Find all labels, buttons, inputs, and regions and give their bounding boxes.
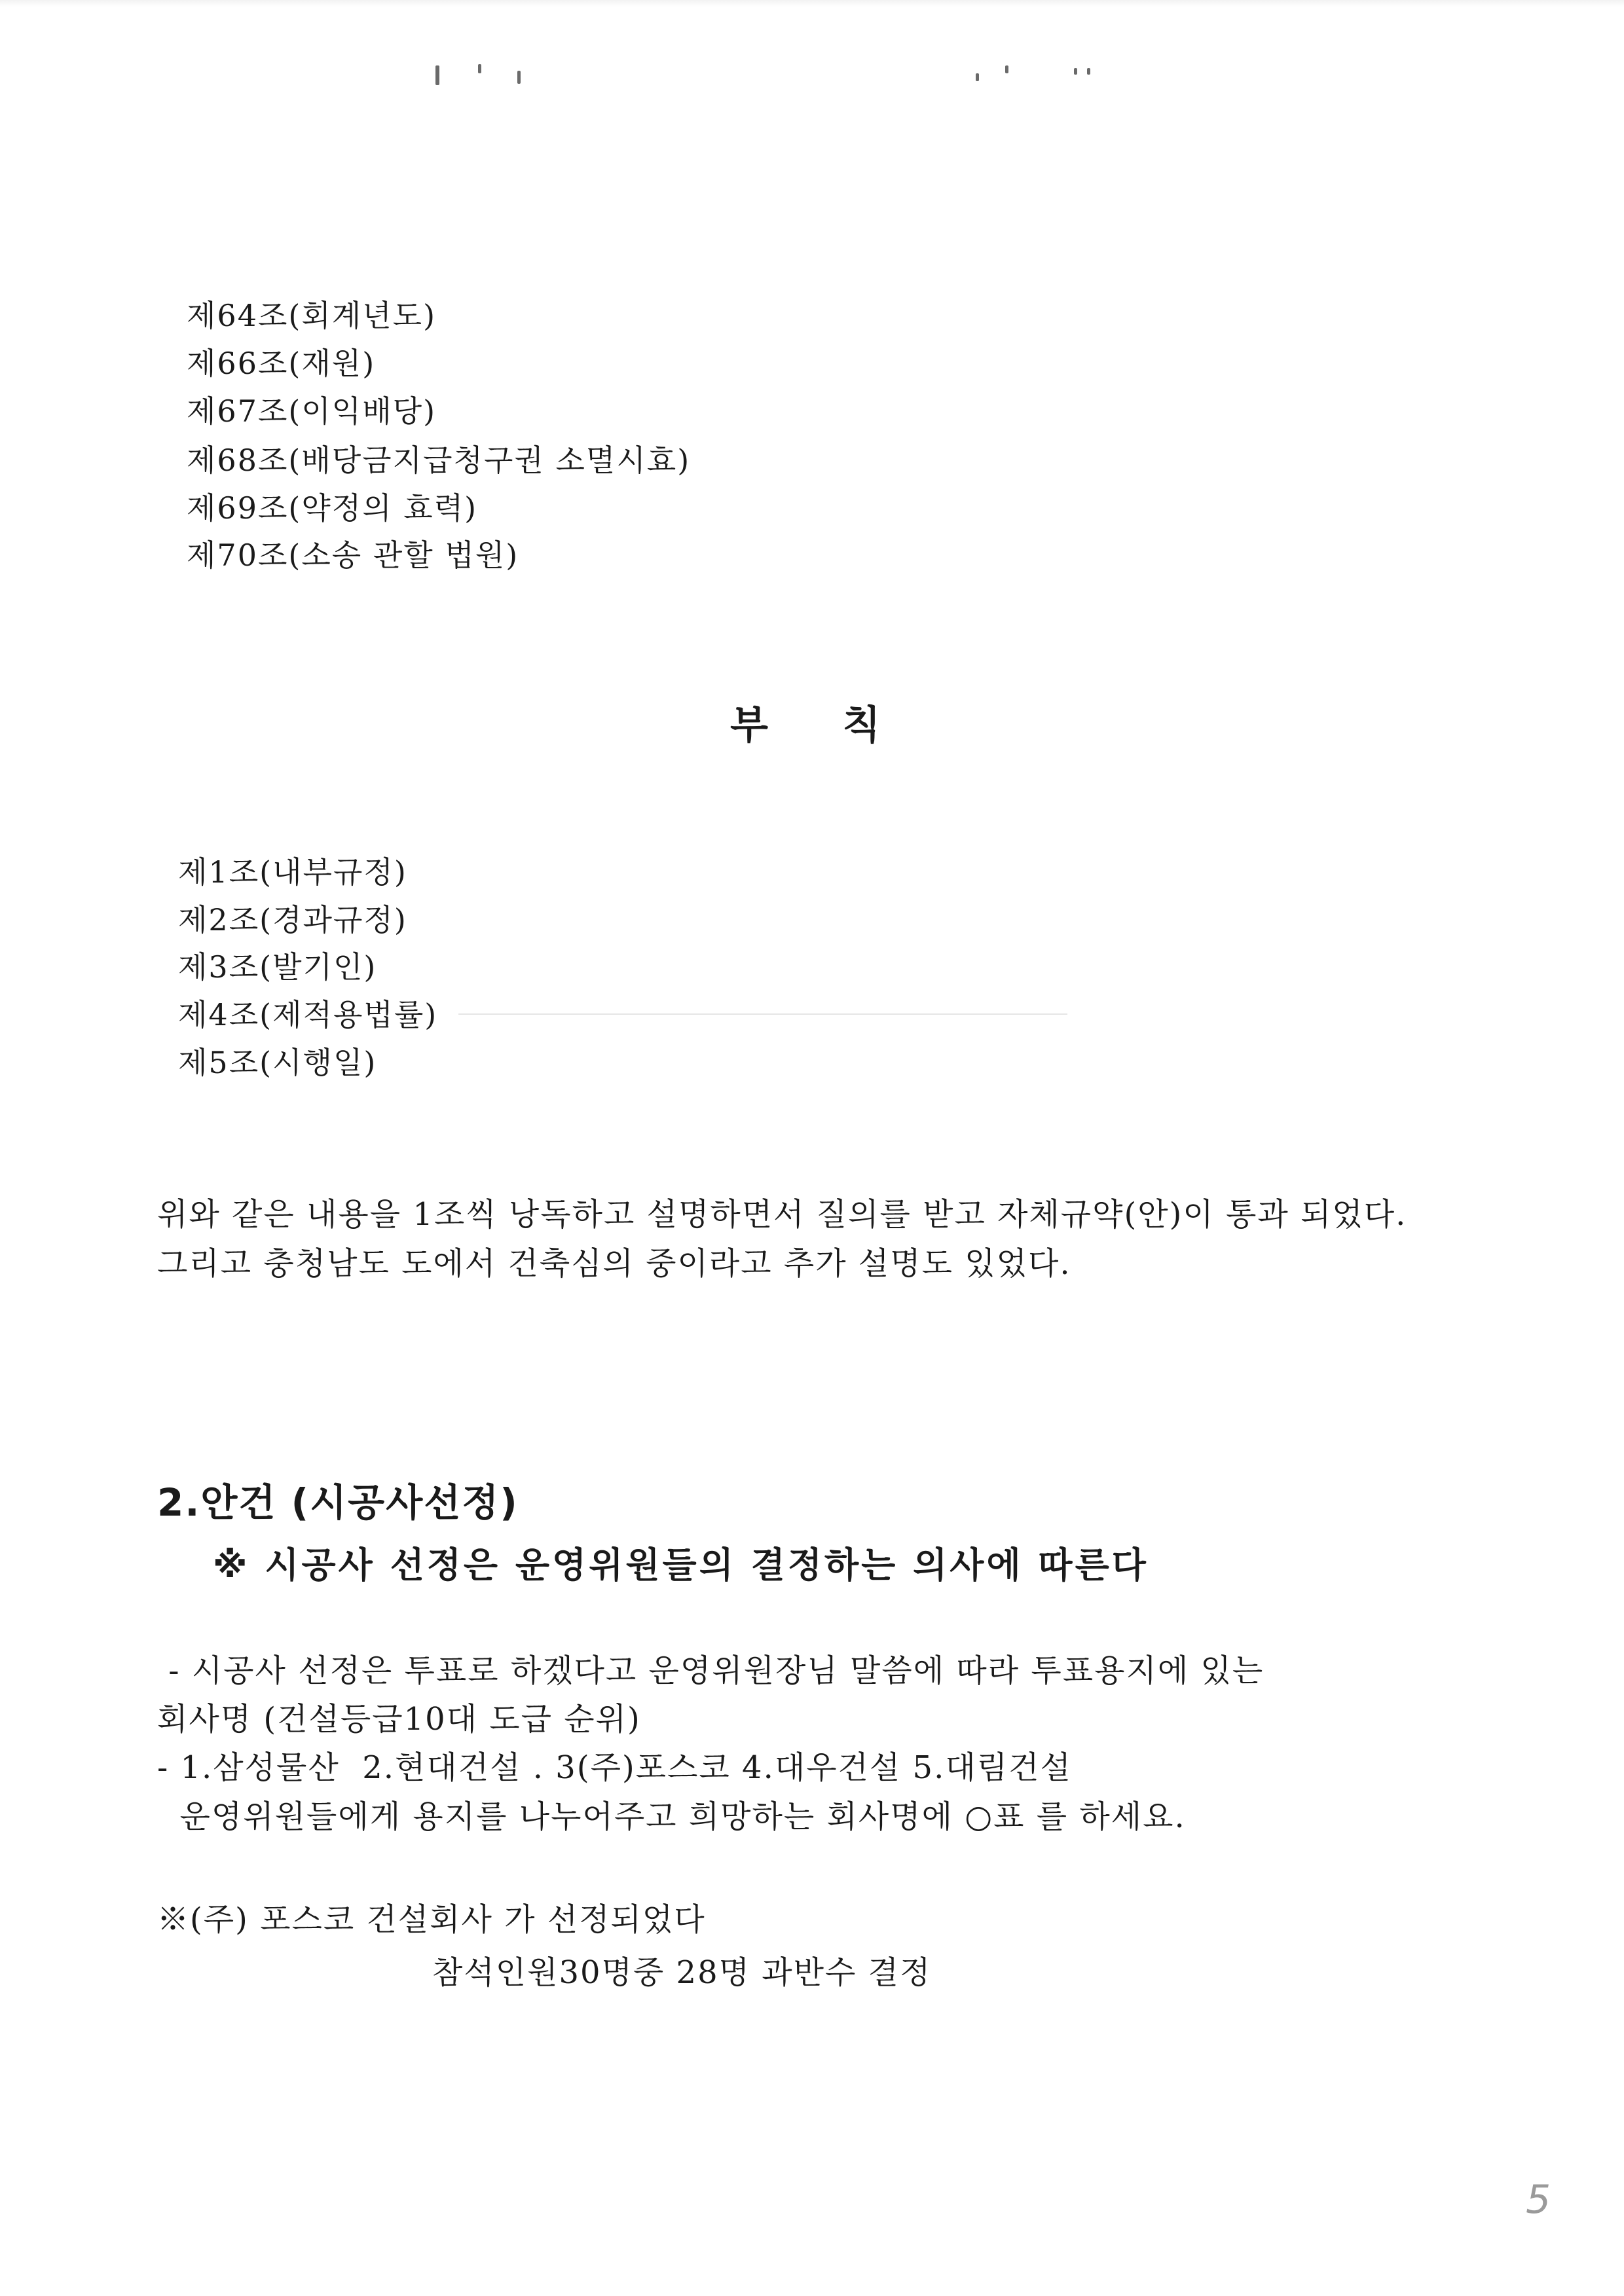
- scan-edge: [0, 0, 1624, 7]
- article-item: 제66조(재원): [187, 346, 376, 381]
- supplementary-article: 제1조(내부규정): [178, 854, 407, 890]
- scan-speck: [435, 65, 439, 85]
- agenda-line: 회사명 (건설등급10대 도급 순위): [157, 1701, 641, 1738]
- article-item: 제70조(소송 관할 법원): [187, 538, 519, 573]
- summary-line: 그리고 충청남도 도에서 건축심의 중이라고 추가 설명도 있었다.: [157, 1245, 1071, 1282]
- article-item: 제67조(이익배당): [187, 393, 437, 429]
- supplementary-article: 제5조(시행일): [178, 1045, 377, 1080]
- supplementary-article: 제2조(경과규정): [178, 902, 407, 938]
- article-item: 제68조(배당금지급청구권 소멸시효): [187, 443, 691, 478]
- agenda-vote: 참석인원30명중 28명 과반수 결정: [432, 1954, 932, 1991]
- agenda-line: - 1.삼성물산 2.현대건설 . 3(주)포스코 4.대우건설 5.대림건설: [157, 1749, 1072, 1786]
- agenda-line: - 시공사 선정은 투표로 하겠다고 운영위원장님 말씀에 따라 투표용지에 있는: [157, 1652, 1264, 1689]
- scan-speck: [1074, 68, 1077, 75]
- scan-speck: [976, 73, 979, 81]
- supplementary-heading: 부 칙: [730, 702, 885, 748]
- summary-line: 위와 같은 내용을 1조씩 낭독하고 설명하면서 질의를 받고 자체규약(안)이 통과 되었다.: [157, 1196, 1407, 1233]
- agenda-title: 2.안건 (시공사선정): [157, 1480, 519, 1525]
- scan-rule: [458, 1013, 1067, 1015]
- scan-speck: [517, 71, 521, 84]
- article-item: 제64조(회계년도): [187, 298, 437, 333]
- supplementary-article: 제3조(발기인): [178, 949, 377, 985]
- agenda-subtitle: ※ 시공사 선정은 운영위원들의 결정하는 의사에 따른다: [213, 1544, 1149, 1586]
- supplementary-article: 제4조(제적용법률): [178, 997, 438, 1032]
- agenda-line: 운영위원들에게 용지를 나누어주고 희망하는 회사명에 ○표 를 하세요.: [157, 1798, 1186, 1835]
- scan-speck: [1005, 65, 1008, 73]
- page-number: 5: [1526, 2177, 1551, 2223]
- article-item: 제69조(약정의 효력): [187, 490, 478, 526]
- agenda-result: ※(주) 포스코 건설회사 가 선정되었다: [157, 1901, 706, 1938]
- scan-speck: [478, 64, 481, 73]
- scan-speck: [1087, 68, 1090, 75]
